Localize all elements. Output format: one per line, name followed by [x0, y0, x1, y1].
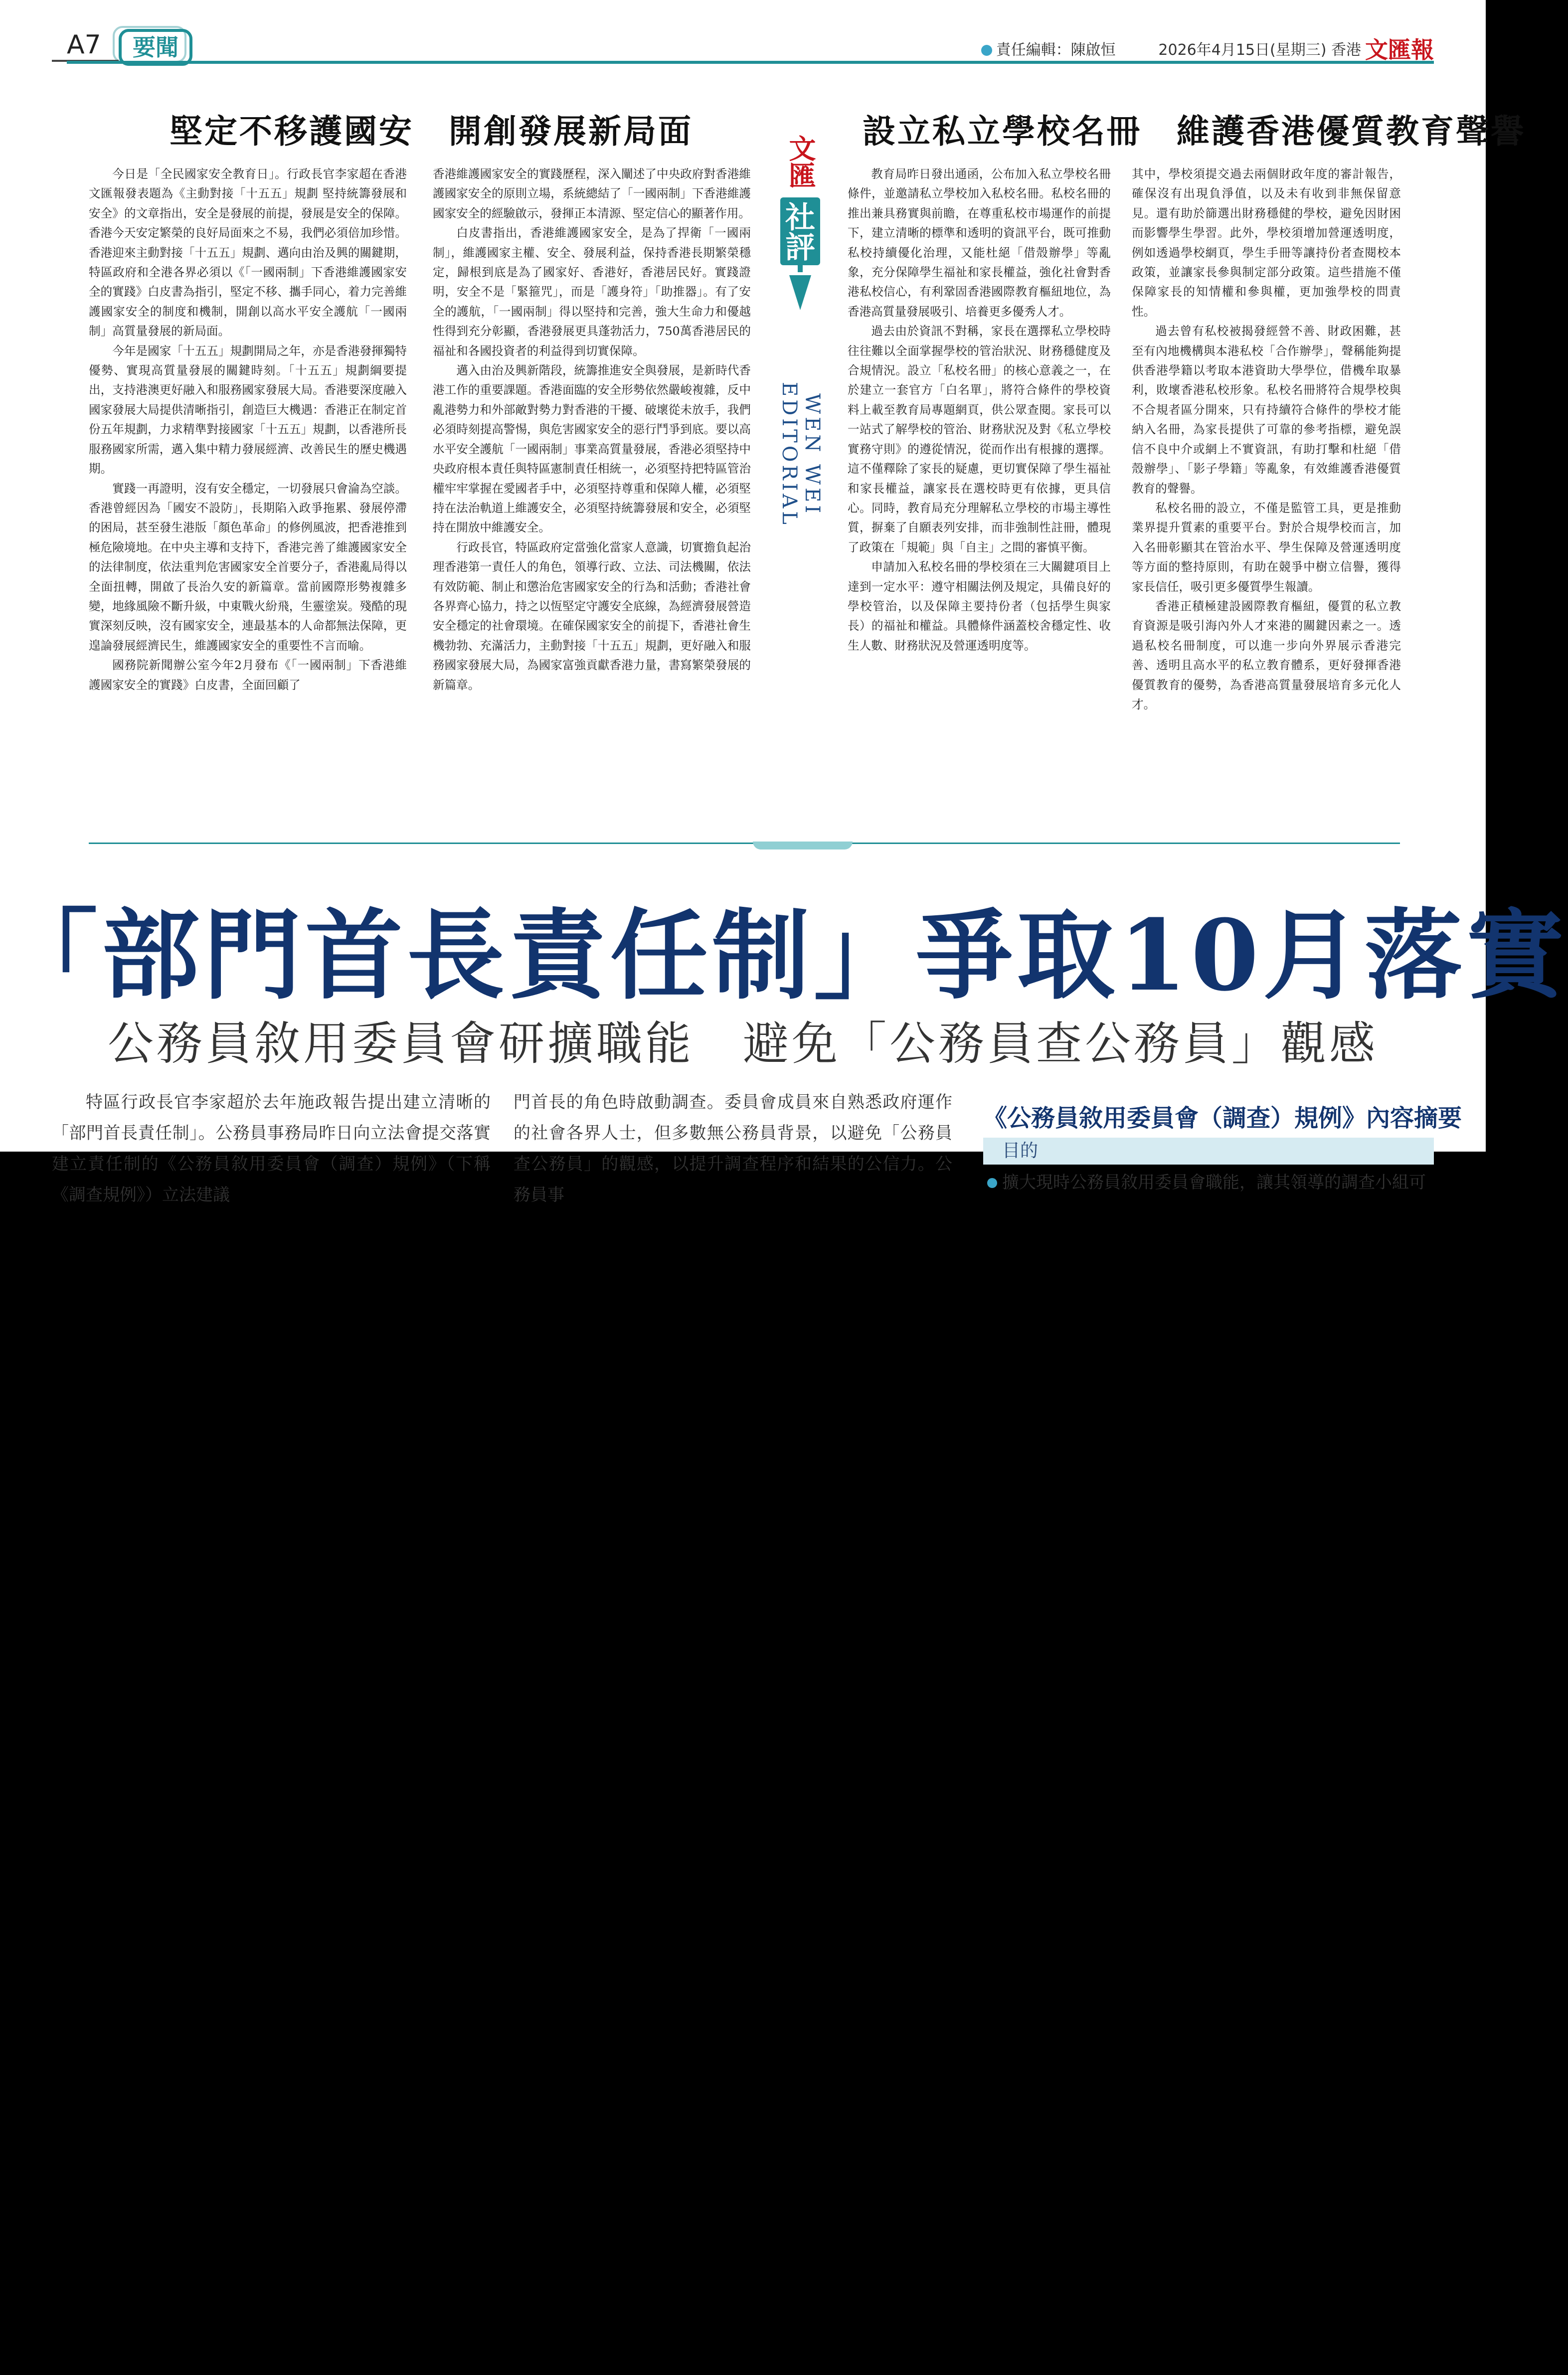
section-divider-tab — [753, 842, 853, 849]
paragraph: 今日是「全民國家安全教育日」。行政長官李家超在香港文匯報發表題為《主動對接「十五五」規劃 堅持統籌發展和安全》的文章指出，安全是發展的前提，發展是安全的保障。香港今天安定繁榮的良好局面來之不易，我們必須倍加珍惜。香港迎來主動對接「十五五」規劃、邁向由治及興的關鍵期，特區政府和全港各界必須以《「一國兩制」下香港維護國家安全的實踐》白皮書為指引，堅定不移、攜手同心，着力完善維護國家安全的制度和機制，開創以高水平安全護航「一國兩制」高質量發展的新局面。 — [89, 167, 407, 339]
story-column-1 — [52, 1087, 491, 1205]
paragraph: 其中，學校須提交過去兩個財政年度的審計報告，確保沒有出現負淨值，以及未有收到非無保留意見。還有助於篩選出財務穩健的學校，避免因財困而影響學生學習。此外，學校須增加營運透明度，例如透過學校網頁，學生手冊等讓持份者查閱校本政策，並讓家長參與制定部分政策。這些措施不僅保障家長的知情權和參與權，更加強學校的問責性。 — [1132, 167, 1401, 319]
editorial-left-column-2 — [433, 165, 751, 828]
editorial-stamp — [778, 135, 823, 584]
paragraph: 過去由於資訊不對稱，家長在選擇私立學校時往往難以全面掌握學校的管治狀況、財務穩健度及合規情況。設立「私校名冊」的核心意義之一，在於建立一套官方「白名單」，將符合條件的學校資料上載至教育局專題網頁，供公眾查閱。家長可以一站式了解學校的管治、財務狀況及對《私立學校實務守則》的遵從情況，從而作出有根據的選擇。這不僅釋除了家長的疑慮，更切實保障了學生福祉和家長權益，讓家長在選校時更有依據，更具信心。同時，教育局充分理解私立學校的市場主導性質，摒棄了自願表列安排，而非強制性註冊，體現了政策在「規範」與「自主」之間的審慎平衡。 — [848, 324, 1111, 554]
paragraph: 香港正積極建設國際教育樞紐，優質的私立教育資源是吸引海內外人才來港的關鍵因素之一。透過私校名冊制度，可以進一步向外界展示香港完善、透明且高水平的私立教育體系，更好發揮香港優質教育的優勢，為香港高質量發展培育多元化人才。 — [1132, 599, 1401, 711]
editorial-left-title: 堅定不移護國安 開創發展新局面 — [170, 112, 693, 151]
paragraph: 香港維護國家安全的實踐歷程，深入闡述了中央政府對香港維護國家安全的原則立場，系統總結了「一國兩制」下香港維護國家安全的經驗啟示，發揮正本清源、堅定信心的顯著作用。 — [433, 167, 751, 220]
stamp-masthead: 文匯 — [785, 135, 816, 188]
sidebox-item-text: 擴大現時公務員敘用委員會職能，讓其領導的調查小組可 — [1002, 1173, 1426, 1192]
paragraph: 今年是國家「十五五」規劃開局之年，亦是香港發揮獨特優勢、實現高質量發展的關鍵時刻。「十五五」規劃綱要提出，支持港澳更好融入和服務國家發展大局。香港要深度融入國家發展大局提供清晰指引，創造巨大機遇：香港正在制定首份五年規劃，力求精準對接國家「十五五」規劃，以香港所長服務國家所需，邁入集中精力發展經濟、改善民生的歷史機遇期。 — [89, 343, 407, 476]
issue-date: 2026年4月15日(星期三) — [1158, 41, 1327, 59]
stamp-editorial-label: 社評 — [780, 197, 820, 265]
masthead-logo: 文匯報 — [1365, 36, 1434, 63]
paragraph: 特區行政長官李家超於去年施政報告提出建立清晰的「部門首長責任制」。公務員事務局昨日向立法會提交落實建立責任制的《公務員敘用委員會（調查）規例》（下稱《調查規例》）立法建議 — [52, 1092, 491, 1205]
bullet-icon — [987, 1178, 997, 1188]
paragraph: 教育局昨日發出通函，公布加入私立學校名冊條件，並邀請私立學校加入私校名冊。私校名冊的推出兼具務實與前瞻，在尊重私校市場運作的前提下，建立清晰的標準和透明的資訊平台，既可推動私校持續優化治理，又能杜絕「借殼辦學」等亂象，充分保障學生福祉和家長權益，強化社會對香港私校信心，有利鞏固香港國際教育樞紐地位，為香港高質量發展吸引、培養更多優秀人才。 — [848, 167, 1111, 319]
main-subheadline: 公務員敘用委員會研擴職能 避免「公務員查公務員」觀感 — [107, 1017, 1378, 1070]
sidebox-item — [987, 1169, 1436, 1193]
stamp-english: WEN WEI EDITORIAL — [778, 382, 824, 527]
editorial-right-title: 設立私立學校名冊 維護香港優質教育聲譽 — [863, 112, 1526, 151]
pen-icon — [789, 275, 811, 310]
paragraph: 申請加入私校名冊的學校須在三大關鍵項目上達到一定水平：遵守相關法例及規定，具備良好的學校管治，以及保障主要持份者（包括學生與家長）的福祉和權益。具體條件涵蓋校舍穩定性、收生人數、財務狀況及營運透明度等。 — [848, 560, 1111, 653]
page-number: A7 — [67, 30, 101, 60]
paragraph: 國務院新聞辦公室今年2月發布《「一國兩制」下香港維護國家安全的實踐》白皮書，全面回顧了 — [89, 658, 407, 692]
page-header-info — [981, 32, 1434, 65]
editorial-right-column-1 — [848, 165, 1111, 828]
editor-credit: 責任編輯：陳啟恒 — [996, 41, 1116, 59]
story-column-2 — [514, 1087, 952, 1205]
paragraph: 門首長的角色時啟動調查。委員會成員來自熟悉政府運作的社會各界人士，但多數無公務員背景，以避免「公務員查公務員」的觀感，以提升調查程序和結果的公信力。公務員事 — [514, 1092, 952, 1205]
section-divider — [89, 843, 1400, 844]
sidebox-heading: 目的 — [983, 1138, 1434, 1165]
paragraph: 行政長官，特區政府定當強化當家人意識，切實擔負起治理香港第一責任人的角色，領導行政、立法、司法機關，依法有效防範、制止和懲治危害國家安全的行為和活動；香港社會各界齊心協力，持之以恆堅定守護安全底線，為經濟發展營造安全穩定的社會環境。在確保國家安全的前提下，香港社會生機勃勃、充滿活力，主動對接「十五五」規劃，更好融入和服務國家發展大局，為國家富強貢獻香港力量，書寫繁榮發展的新篇章。 — [433, 540, 751, 692]
paragraph: 私校名冊的設立，不僅是監管工具，更是推動業界提升質素的重要平台。對於合規學校而言，加入名冊彰顯其在管治水平、學生保障及營運透明度等方面的整持原則，有助在競爭中樹立信譽，獲得家長信任，吸引更多優質學生報讀。 — [1132, 501, 1401, 594]
paragraph: 過去曾有私校被揭發經營不善、財政困難，甚至有內地機構與本港私校「合作辦學」，聲稱能夠提供香港學籍以考取本港資助大學學位，借機牟取暴利，敗壞香港私校形象。私校名冊將符合規學校與不合規者區分開來，只有持續符合條件的學校才能納入名冊，為家長提供了可靠的參考指標，避免誤信不良中介或網上不實資訊，有助打擊和杜絕「借殼辦學」、「影子學籍」等亂象，有效維護香港優質教育的聲譽。 — [1132, 324, 1401, 496]
editorial-right-column-2 — [1132, 165, 1401, 828]
section-tag: 要聞 — [119, 29, 192, 66]
main-headline: 「部門首長責任制」爭取10月落實 — [0, 898, 1568, 1013]
paragraph: 白皮書指出，香港維護國家安全，是為了捍衛「一國兩制」，維護國家主權、安全、發展利益，保持香港長期繁榮穩定，歸根到底是為了國家好、香港好，香港居民好。實踐證明，安全不是「緊箍咒」，而是「護身符」「助推器」。有了安全的護航，「一國兩制」得以堅持和完善，強大生命力和優越性得到充分彰顯，香港發展更具蓬勃活力，750萬香港居民的福祉和各國投資者的利益得到切實保障。 — [433, 226, 751, 358]
editorial-left-column-1 — [89, 165, 407, 828]
sidebox-title: 《公務員敘用委員會（調查）規例》內容摘要 — [983, 1104, 1462, 1132]
paragraph: 實踐一再證明，沒有安全穩定，一切發展只會淪為空談。香港曾經因為「國安不設防」，長期陷入政爭拖累、發展停滯的困局，甚至發生港版「顏色革命」的修例風波，把香港推到極危險境地。在中央主導和支持下，香港完善了維護國家安全的法律制度，依法重判危害國家安全首要分子，香港亂局得以全面扭轉，開啟了長治久安的新篇章。當前國際形勢複雜多變，地緣風險不斷升級，中東戰火紛飛，生靈塗炭。殘酷的現實深刻反映，沒有國家安全，連最基本的人命都無法保障，更遑論發展經濟民生，維護國家安全的重要性不言而喻。 — [89, 481, 407, 653]
paragraph: 邁入由治及興新階段，統籌推進安全與發展，是新時代香港工作的重要課題。香港面臨的安全形勢依然嚴峻複雜，反中亂港勢力和外部敵對勢力對香港的干擾、破壞從未放手，我們必須時刻提高警惕，與危害國家安全的惡行鬥爭到底。要以高水平安全護航「一國兩制」事業高質量發展，香港必須堅持中央政府根本責任與特區憲制責任相統一，必須堅持把特區管治權牢牢掌握在愛國者手中，必須堅持尊重和保障人權，必須堅持在法治軌道上維護安全，必須堅持統籌發展和安全，必須堅持在開放中維護安全。 — [433, 363, 751, 535]
pen-icon-body — [798, 265, 803, 272]
bullet-icon — [981, 45, 992, 56]
region-label: 香港 — [1331, 41, 1361, 59]
